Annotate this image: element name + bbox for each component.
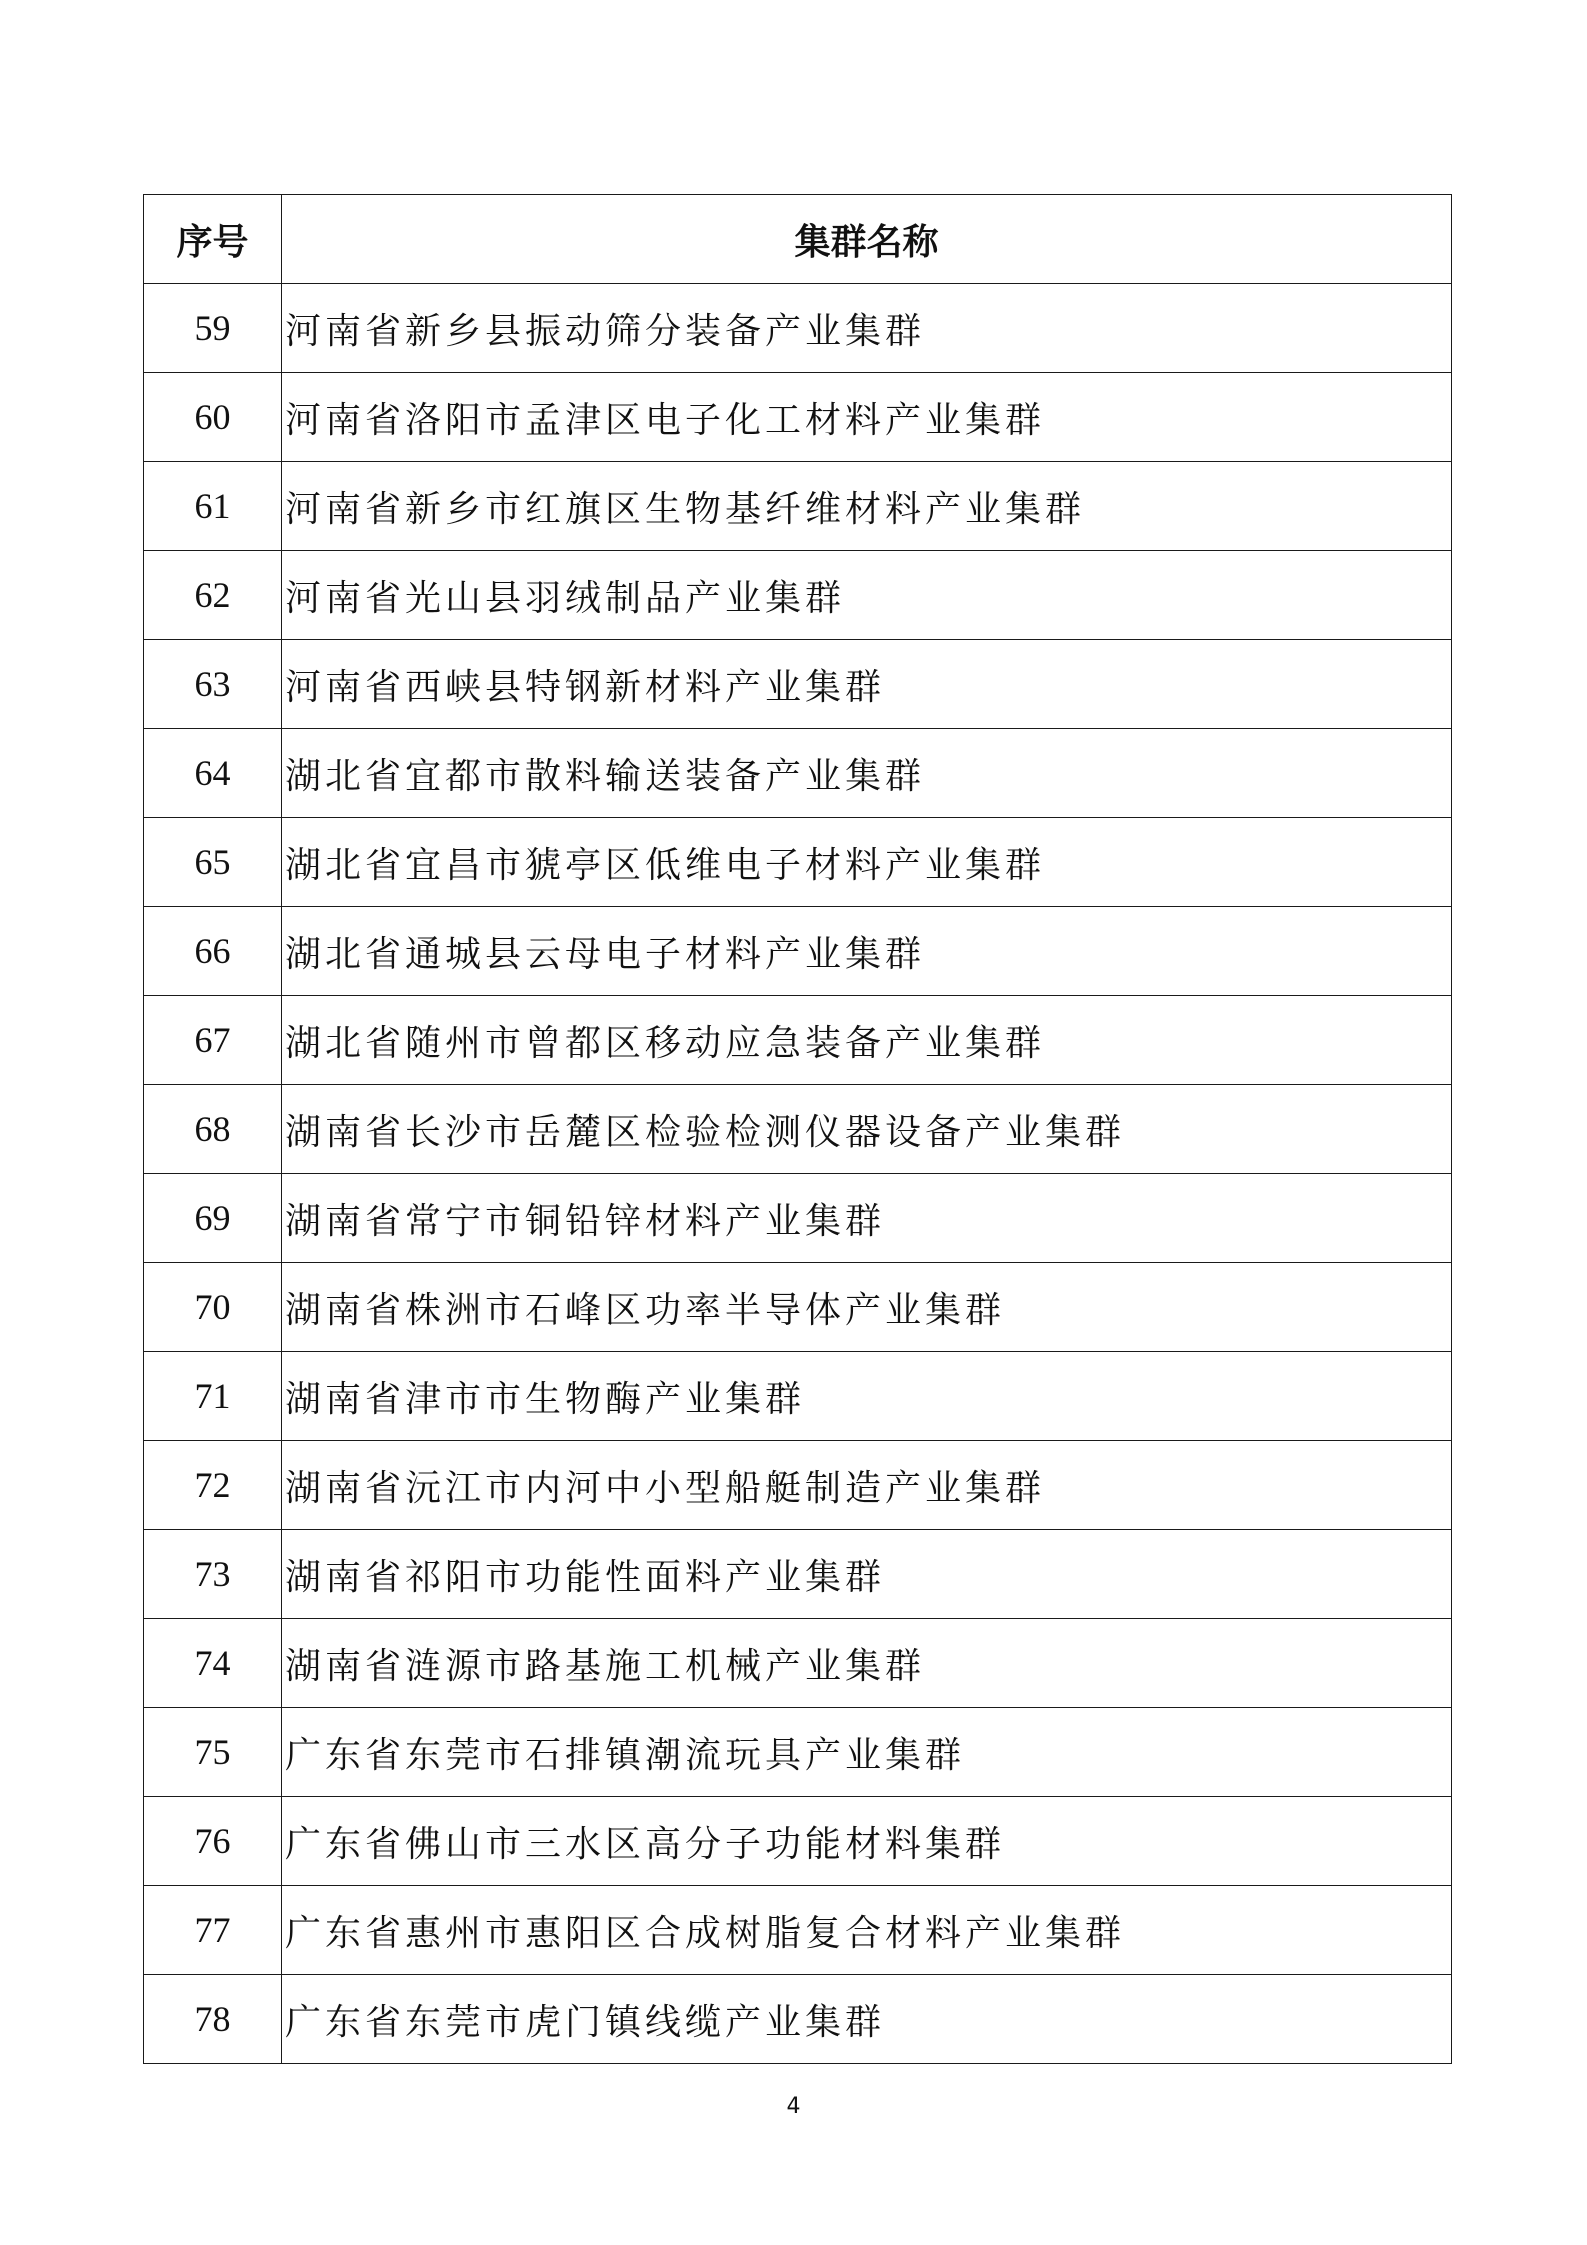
table-row bbox=[144, 1975, 1452, 2064]
table-row bbox=[144, 1263, 1452, 1352]
table-row bbox=[144, 284, 1452, 373]
table-row bbox=[144, 462, 1452, 551]
row-cluster-name: 河南省光山县羽绒制品产业集群 bbox=[282, 551, 1452, 640]
row-index: 61 bbox=[144, 462, 282, 551]
row-cluster-name: 湖北省随州市曾都区移动应急装备产业集群 bbox=[282, 996, 1452, 1085]
row-cluster-name: 湖南省株洲市石峰区功率半导体产业集群 bbox=[282, 1263, 1452, 1352]
row-index: 78 bbox=[144, 1975, 282, 2064]
table-row bbox=[144, 818, 1452, 907]
row-cluster-name: 湖南省涟源市路基施工机械产业集群 bbox=[282, 1619, 1452, 1708]
table-row bbox=[144, 996, 1452, 1085]
row-index: 68 bbox=[144, 1085, 282, 1174]
row-cluster-name: 湖南省长沙市岳麓区检验检测仪器设备产业集群 bbox=[282, 1085, 1452, 1174]
row-cluster-name: 广东省惠州市惠阳区合成树脂复合材料产业集群 bbox=[282, 1886, 1452, 1975]
table-row bbox=[144, 729, 1452, 818]
page-number: 4 bbox=[786, 2094, 801, 2119]
row-index: 67 bbox=[144, 996, 282, 1085]
row-index: 71 bbox=[144, 1352, 282, 1441]
row-index: 62 bbox=[144, 551, 282, 640]
row-index: 60 bbox=[144, 373, 282, 462]
row-cluster-name: 广东省东莞市石排镇潮流玩具产业集群 bbox=[282, 1708, 1452, 1797]
table-row bbox=[144, 1174, 1452, 1263]
row-cluster-name: 湖北省宜昌市猇亭区低维电子材料产业集群 bbox=[282, 818, 1452, 907]
row-index: 66 bbox=[144, 907, 282, 996]
row-index: 73 bbox=[144, 1530, 282, 1619]
header-name: 集群名称 bbox=[282, 195, 1452, 284]
row-cluster-name: 湖南省津市市生物酶产业集群 bbox=[282, 1352, 1452, 1441]
row-cluster-name: 河南省新乡县振动筛分装备产业集群 bbox=[282, 284, 1452, 373]
row-index: 59 bbox=[144, 284, 282, 373]
row-index: 65 bbox=[144, 818, 282, 907]
table-row bbox=[144, 1886, 1452, 1975]
table-row bbox=[144, 640, 1452, 729]
row-cluster-name: 湖北省宜都市散料输送装备产业集群 bbox=[282, 729, 1452, 818]
row-index: 63 bbox=[144, 640, 282, 729]
row-index: 64 bbox=[144, 729, 282, 818]
row-cluster-name: 湖南省沅江市内河中小型船艇制造产业集群 bbox=[282, 1441, 1452, 1530]
table-row bbox=[144, 1797, 1452, 1886]
row-cluster-name: 河南省新乡市红旗区生物基纤维材料产业集群 bbox=[282, 462, 1452, 551]
table-header-row bbox=[144, 195, 1452, 284]
row-cluster-name: 湖南省祁阳市功能性面料产业集群 bbox=[282, 1530, 1452, 1619]
header-index: 序号 bbox=[144, 195, 282, 284]
table-row bbox=[144, 1530, 1452, 1619]
table-row bbox=[144, 1441, 1452, 1530]
table-row bbox=[144, 1352, 1452, 1441]
table-row bbox=[144, 1708, 1452, 1797]
row-index: 75 bbox=[144, 1708, 282, 1797]
table-row bbox=[144, 1619, 1452, 1708]
table-row bbox=[144, 1085, 1452, 1174]
table-row bbox=[144, 373, 1452, 462]
row-cluster-name: 广东省佛山市三水区高分子功能材料集群 bbox=[282, 1797, 1452, 1886]
row-cluster-name: 河南省西峡县特钢新材料产业集群 bbox=[282, 640, 1452, 729]
table-row bbox=[144, 551, 1452, 640]
row-cluster-name: 广东省东莞市虎门镇线缆产业集群 bbox=[282, 1975, 1452, 2064]
row-index: 74 bbox=[144, 1619, 282, 1708]
row-index: 72 bbox=[144, 1441, 282, 1530]
row-index: 70 bbox=[144, 1263, 282, 1352]
table-row bbox=[144, 907, 1452, 996]
row-cluster-name: 湖北省通城县云母电子材料产业集群 bbox=[282, 907, 1452, 996]
row-index: 69 bbox=[144, 1174, 282, 1263]
row-index: 76 bbox=[144, 1797, 282, 1886]
row-cluster-name: 河南省洛阳市孟津区电子化工材料产业集群 bbox=[282, 373, 1452, 462]
row-index: 77 bbox=[144, 1886, 282, 1975]
row-cluster-name: 湖南省常宁市铜铅锌材料产业集群 bbox=[282, 1174, 1452, 1263]
cluster-table bbox=[143, 194, 1452, 2064]
table-body bbox=[144, 284, 1452, 2064]
